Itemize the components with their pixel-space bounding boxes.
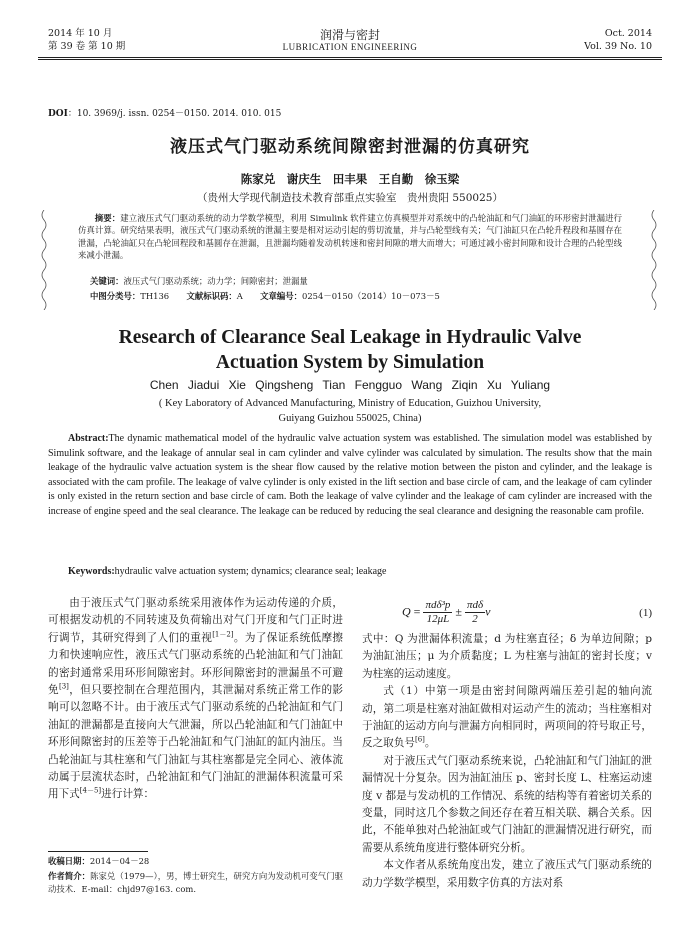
article-label: 文章编号：	[260, 291, 302, 301]
paragraph-intro	[48, 595, 343, 804]
paragraph-variables: 式中：Q 为泄漏体积流量；d 为柱塞直径；δ 为单边间隙；p 为油缸油压；μ 为介质黏度；L 为柱塞与油缸的密封长度；v 为柱塞的运动速度。	[362, 633, 652, 680]
right-wave-border	[650, 210, 658, 310]
abstract-zh-text: 建立液压式气门驱动系统的动力学数学模型，利用 Simulink 软件建立仿真模型并对系统中的凸轮油缸和气门油缸的环形密封泄漏进行仿真计算。研究结果表明，液压式气门驱动系统的泄漏主要是相对运动引起的剪切流量，并与凸轮型线有关；气门油缸只在凸轮升程段和基圆存在泄漏，凸轮油缸只在凸轮回程段和基圆存在泄漏，且泄漏均随着发动机转速和密封间隙的增大而增大；可通过减小密封间隙和设计合理的凸轮型线来减小泄漏。	[78, 213, 622, 261]
equation-1	[362, 597, 652, 627]
affiliation-zh: （贵州大学现代制造技术教育部重点实验室 贵州贵阳 550025）	[197, 192, 503, 204]
paragraph-approach: 本文作者从系统角度出发，建立了液压式气门驱动系统的动力学数学模型，采用数字仿真的方法对系	[362, 859, 652, 889]
affiliation-en-line1: ( Key Laboratory of Advanced Manufacturing, Ministry of Education, Guizhou University,	[158, 398, 542, 409]
authors-zh: 陈家兑 谢庆生 田丰果 王自勤 徐玉梁	[240, 172, 460, 186]
received-date: 2014－04－28	[89, 856, 150, 866]
header-journal-zh: 润滑与密封	[319, 28, 380, 42]
eq-num-1: πdδ³p	[425, 599, 451, 611]
footnote-rule	[48, 851, 148, 852]
author-label: 作者简介：	[48, 871, 91, 881]
eq-plusminus: ±	[455, 604, 462, 619]
explain-text-b: 。	[424, 737, 436, 750]
citation-3: [3]	[58, 682, 69, 691]
clc-value: TH136	[140, 291, 170, 301]
eq-equals: =	[413, 604, 421, 619]
explain-text-a: 式（1）中第一项是由密封间隙两端压差引起的轴向流动，第二项是柱塞对油缸做相对运动产生的流动；当柱塞相对于油缸的运动方向与泄漏方向相同时，两项间的符号取正号，反之取负号	[362, 685, 652, 750]
abstract-en-text: The dynamic mathematical model of the hydraulic valve actuation system was established. The simulation model was established by Simulink software, and the leakage of annular seal in cam cylinder and valve cylinder was calculated by simulation. The results show that the main leakage of the hydraulic valve actuation system is the shear flow caused by the relative motion between the piston and cylinder, and the leakage is associated with the cam profile. The leakage of valve cylinder is only existed in the lift section and base circle of cam, and the leakage of cam cylinder is only existed in the return section and base circle of cam. Both the leakage of valve cylinder and the leakage of cam cylinder are increased with the increase of engine speed and the seal clearance. The leakage can be reduced by reducing the seal clearance and designing the reasonable cam profile.	[48, 433, 652, 517]
doc-label: 文献标识码：	[186, 291, 237, 301]
citation-4-5: [4－5]	[79, 786, 102, 795]
abstract-zh-label: 摘要：	[94, 213, 121, 223]
keywords-zh-text: 液压式气门驱动系统；动力学；间隙密封；泄漏量	[123, 276, 308, 286]
header-journal-en: LUBRICATION ENGINEERING	[282, 42, 418, 52]
header-volume-zh: 第 39 卷 第 10 期	[48, 41, 126, 52]
header-rule-thin	[38, 59, 662, 60]
title-en-line2: Actuation System by Simulation	[215, 352, 485, 373]
intro-text-b: 。为了保证系统低摩擦力和快速响应性，液压式气门驱动系统的凸轮油缸和气门油缸的密封通常采用环形间隙密封。环形间隙密封的泄漏虽不可避免	[48, 631, 344, 697]
header-date-en: Oct. 2014	[604, 28, 652, 39]
citation-1-2: [1－2]	[212, 630, 234, 639]
received-label: 收稿日期：	[48, 856, 90, 866]
doi-label: DOI	[48, 109, 68, 119]
header-date-zh: 2014 年 10 月	[48, 28, 113, 39]
authors-en: Chen Jiadui Xie Qingsheng Tian Fengguo Wang Ziqin Xu Yuliang	[149, 378, 551, 392]
abstract-en-label: Abstract:	[68, 433, 109, 444]
clc-label: 中图分类号：	[90, 291, 141, 301]
classification-zh	[90, 290, 440, 302]
title-zh: 液压式气门驱动系统间隙密封泄漏的仿真研究	[170, 137, 530, 157]
intro-text-a: 由于液压式气门驱动系统采用液体作为运动传递的介质，可根据发动机的不同转速及负荷输出对气门开度和气门正时进行调节，其研究得到了人们的重视	[48, 597, 343, 644]
equation-number: (1)	[639, 607, 652, 619]
header-volume-en: Vol. 39 No. 10	[584, 41, 652, 52]
doi	[48, 106, 281, 119]
eq-fraction-2	[465, 599, 485, 626]
intro-text-c: ，但只要控制在合理范围内，其泄漏对系统正常工作的影响可以忽略不计。由于液压式气门驱动系统的凸轮油缸和气门油缸的泄漏都是直接向大气泄漏，所以凸轮油缸和气门油缸中环形间隙密封的压差等于凸轮油缸和气门油缸的缸内油压。当凸轮油缸与其柱塞和气门油缸与其柱塞都是完全同心、液体流动属于层流状态时，凸轮油缸和气门油缸的泄漏体积流量可采用下式	[48, 684, 344, 801]
left-wave-border	[40, 210, 48, 310]
intro-text-d: 进行计算：	[101, 788, 155, 801]
keywords-en-label: Keywords:	[68, 566, 115, 577]
eq-lhs: Q	[402, 604, 411, 619]
affiliation-en-line2: Guiyang Guizhou 550025, China)	[278, 413, 422, 424]
paragraph-equation-explain	[362, 683, 652, 753]
abstract-zh	[78, 212, 622, 262]
author-bio: 陈家兑（1979—），男，博士研究生，研究方向为发动机可变气门驱动技术．E-mail：chjd97@163. com.	[48, 871, 343, 894]
keywords-zh-label: 关键词：	[90, 276, 124, 286]
paragraph-complexity: 对于液压式气门驱动系统来说，凸轮油缸和气门油缸的泄漏情况十分复杂。因为油缸油压 p、密封长度 L、柱塞运动速度 v 都是与发动机的工作情况、系统的结构等有着密切关系的变量，同时这几个参数之间还存在着互相关联、耦合关系。因此，不能单独对凸轮油缸或气门油缸的泄漏情况进行研究，而需要从系统角度进行整体研究分析。	[362, 754, 652, 854]
eq-v: v	[485, 604, 491, 619]
doc-value: A	[236, 291, 243, 301]
keywords-zh	[90, 275, 308, 287]
doi-value: ：10. 3969/j. issn. 0254－0150. 2014. 010. 015	[67, 109, 282, 119]
footnote-author	[48, 870, 343, 896]
article-value: 0254－0150（2014）10－073－5	[302, 291, 440, 301]
eq-num-2: πdδ	[466, 599, 484, 611]
keywords-en-text: hydraulic valve actuation system; dynamics; clearance seal; leakage	[114, 566, 387, 577]
abstract-en	[48, 432, 652, 520]
keywords-en	[48, 565, 652, 580]
eq-fraction-1	[423, 599, 452, 626]
eq-den-1: 12μL	[426, 613, 450, 625]
header-rule	[38, 57, 662, 58]
eq-den-2: 2	[472, 613, 478, 625]
footnote-received	[48, 855, 343, 868]
body-left-column	[48, 595, 343, 804]
title-en-line1: Research of Clearance Seal Leakage in Hydraulic Valve	[118, 327, 582, 348]
body-right-column	[362, 631, 652, 892]
citation-6: [6]	[414, 735, 425, 744]
